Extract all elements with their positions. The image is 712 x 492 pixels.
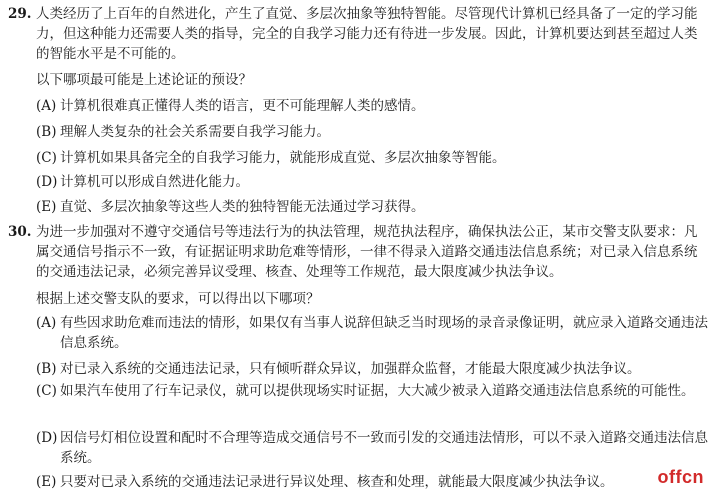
watermark-first-letter: o xyxy=(657,467,669,487)
watermark-rest: ffcn xyxy=(669,467,704,487)
offcn-watermark xyxy=(658,467,705,488)
question-30 xyxy=(8,222,708,492)
option-e[interactable] xyxy=(36,472,708,492)
option-b[interactable] xyxy=(36,122,708,142)
option-label: (A) xyxy=(36,98,57,114)
option-d[interactable] xyxy=(36,172,708,192)
option-text: 对已录入系统的交通违法记录，只有倾听群众异议，加强群众监督，才能最大限度减少执法争议。 xyxy=(60,361,641,377)
option-label: (A) xyxy=(36,315,57,331)
option-label: (C) xyxy=(36,383,57,399)
question-number: 29. xyxy=(8,6,32,22)
option-text: 直觉、多层次抽象等这些人类的独特智能无法通过学习获得。 xyxy=(60,199,425,215)
option-a[interactable] xyxy=(36,313,708,353)
option-c[interactable] xyxy=(36,148,708,168)
option-c[interactable] xyxy=(36,381,708,401)
option-text: 计算机如果具备完全的自我学习能力，就能形成直觉、多层次抽象等智能。 xyxy=(60,150,506,166)
option-label: (E) xyxy=(36,199,57,215)
question-number: 30. xyxy=(8,224,32,240)
option-label: (E) xyxy=(36,474,57,490)
option-label: (D) xyxy=(36,430,58,446)
option-text: 理解人类复杂的社会关系需要自我学习能力。 xyxy=(60,124,330,140)
question-stem: 为进一步加强对不遵守交通信号等违法行为的执法管理，规范执法程序，确保执法公正，某市交警支队要求：凡属交通信号指示不一致，有证据证明求助危难等情形，一律不得录入道路交通违法信息系统；对已录入信息系统的交通违法记录，必须完善异议受理、核查、处理等工作规范，最大限度减少执法争议。 xyxy=(36,224,698,280)
option-b[interactable] xyxy=(36,359,708,379)
option-e[interactable] xyxy=(36,197,708,217)
question-prompt: 以下哪项最可能是上述论证的预设？ xyxy=(36,72,252,88)
option-text: 如果汽车使用了行车记录仪，就可以提供现场实时证据，大大减少被录入道路交通违法信息系统的可能性。 xyxy=(60,383,695,399)
option-label: (C) xyxy=(36,150,57,166)
option-label: (B) xyxy=(36,361,57,377)
question-stem: 人类经历了上百年的自然进化，产生了直觉、多层次抽象等独特智能。尽管现代计算机已经具备了一定的学习能力，但这种能力还需要人类的指导，完全的自我学习能力还有待进一步发展。因此，计算机要达到甚至超过人类的智能水平是不可能的。 xyxy=(36,6,698,62)
option-d[interactable] xyxy=(36,428,708,468)
option-text: 计算机可以形成自然进化能力。 xyxy=(60,174,249,190)
option-label: (D) xyxy=(36,174,58,190)
question-prompt: 根据上述交警支队的要求，可以得出以下哪项？ xyxy=(36,291,320,307)
watermark-text xyxy=(658,467,705,488)
option-label: (B) xyxy=(36,124,57,140)
option-a[interactable] xyxy=(36,96,708,116)
option-text: 计算机很难真正懂得人类的语言，更不可能理解人类的感情。 xyxy=(60,98,425,114)
question-29 xyxy=(8,4,708,215)
option-text: 只要对已录入系统的交通违法记录进行异议处理、核查和处理，就能最大限度减少执法争议。 xyxy=(60,474,614,490)
option-text: 有些因求助危难而违法的情形，如果仅有当事人说辞但缺乏当时现场的录音录像证明，就应录入道路交通违法信息系统。 xyxy=(60,315,708,351)
option-text: 因信号灯相位设置和配时不合理等造成交通信号不一致而引发的交通违法情形，可以不录入道路交通违法信息系统。 xyxy=(60,430,708,466)
